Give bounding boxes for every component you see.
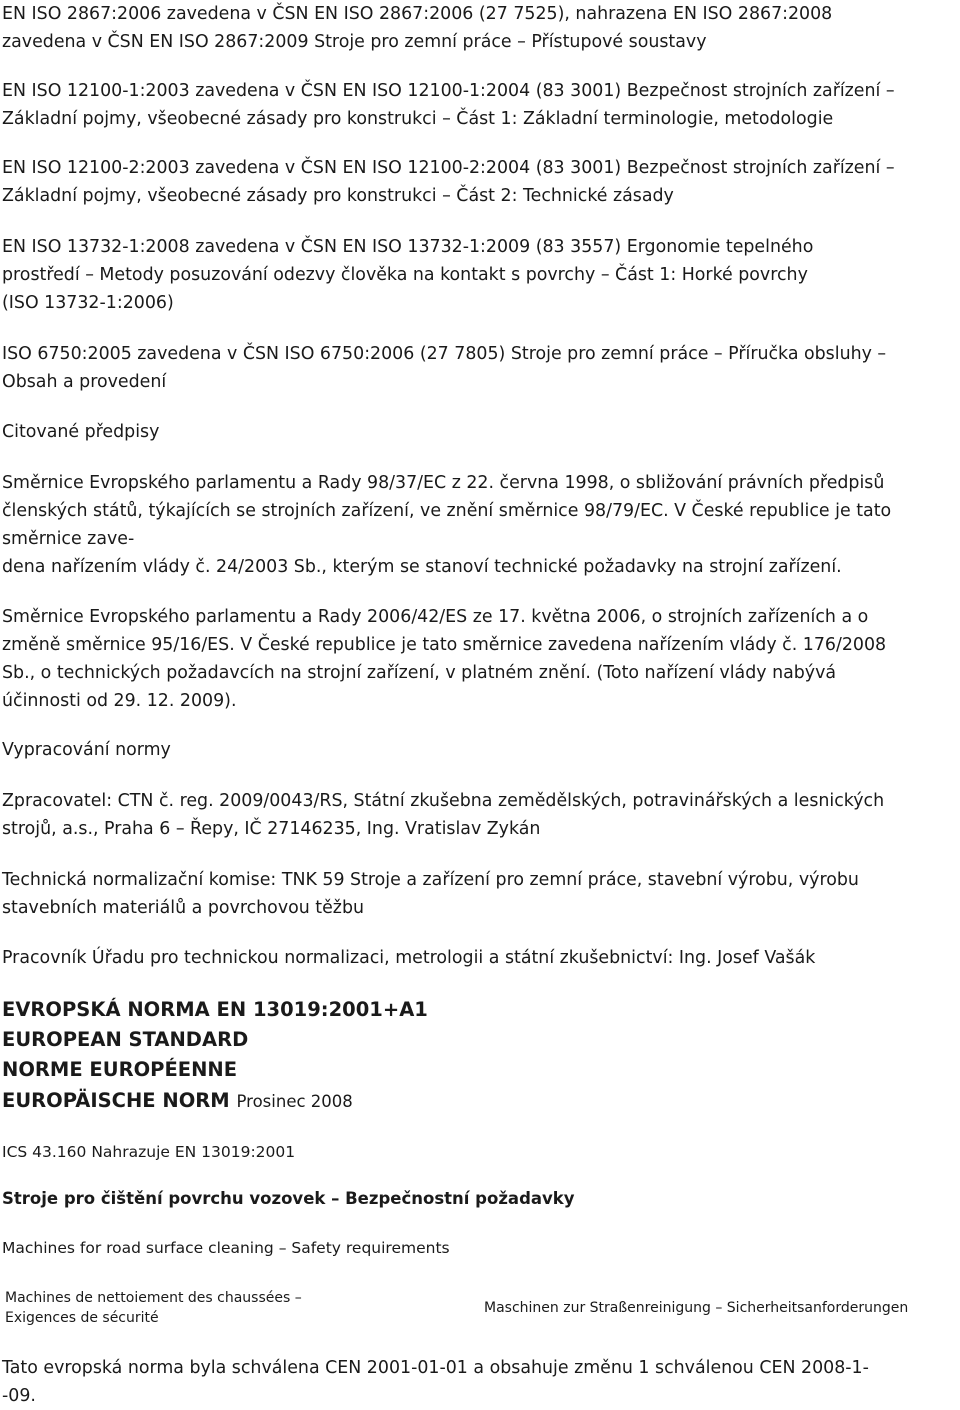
text-line: EN ISO 13732-1:2008 zavedena v ČSN EN ISO 13732-1:2009 (83 3557) Ergonomie tepelného [2,237,814,257]
text-line: strojů, a.s., Praha 6 – Řepy, IČ 27146235, Ing. Vratislav Zykán [2,819,541,839]
text-line: Základní pojmy, všeobecné zásady pro konstrukci – Část 1: Základní terminologie, metodologie [2,109,834,129]
title-english: Machines for road surface cleaning – Safety requirements [2,1239,450,1257]
text-line: (ISO 13732-1:2006) [2,293,174,313]
title-french-line-1: Machines de nettoiement des chaussées – [5,1290,302,1306]
paragraph-office-worker [2,944,957,972]
paragraph-directive-2006-42 [2,603,957,715]
text-line: Vypracování normy [2,740,171,760]
text-line: dena nařízením vlády č. 24/2003 Sb., kterým se stanoví technické požadavky na strojní zařízení. [2,557,842,577]
title-french-line-2: Exigences de sécurité [5,1310,159,1326]
text-line: účinnosti od 29. 12. 2009). [2,691,237,711]
text-line: Směrnice Evropského parlamentu a Rady 98/37/EC z 22. června 1998, o sbližování právních předpisů [2,473,885,493]
text-line: Základní pojmy, všeobecné zásady pro konstrukci – Část 2: Technické zásady [2,186,674,206]
standard-title-de-text: EUROPÄISCHE NORM [2,1089,230,1112]
text-line: stavebních materiálů a povrchovou těžbu [2,898,365,918]
paragraph-en-iso-2867 [2,0,957,56]
text-line: směrnice zave- [2,529,135,549]
standard-date: Prosinec 2008 [236,1092,353,1111]
text-line: EN ISO 2867:2006 zavedena v ČSN EN ISO 2867:2006 (27 7525), nahrazena EN ISO 2867:2008 [2,4,833,24]
paragraph-en-iso-12100-2 [2,154,957,210]
text-line: Zpracovatel: CTN č. reg. 2009/0043/RS, Státní zkušebna zemědělských, potravinářských a lesnických [2,791,885,811]
text-line: členských států, týkajících se strojních zařízení, ve znění směrnice 98/79/EC. V České republice je tato [2,501,892,521]
text-line: -09. [2,1386,36,1406]
text-line: Obsah a provedení [2,372,167,392]
text-line: ISO 6750:2005 zavedena v ČSN ISO 6750:2006 (27 7805) Stroje pro zemní práce – Příručka obsluhy – [2,344,887,364]
paragraph-en-iso-13732-1 [2,233,957,317]
text-line: EN ISO 12100-1:2003 zavedena v ČSN EN ISO 12100-1:2004 (83 3001) Bezpečnost strojních zařízení – [2,81,895,101]
standard-title-en: EUROPEAN STANDARD [2,1028,249,1051]
paragraph-en-iso-12100-1 [2,77,957,133]
standard-title-de [2,1086,353,1117]
title-german: Maschinen zur Straßenreinigung – Sicherheitsanforderungen [484,1300,909,1316]
paragraph-processor [2,787,957,843]
paragraph-iso-6750 [2,340,957,396]
text-line: Směrnice Evropského parlamentu a Rady 2006/42/ES ze 17. května 2006, o strojních zařízeních a o [2,607,869,627]
title-czech: Stroje pro čištění povrchu vozovek – Bezpečnostní požadavky [2,1189,575,1208]
text-line: Technická normalizační komise: TNK 59 Stroje a zařízení pro zemní práce, stavební výrobu, výrobu [2,870,859,890]
text-line: prostředí – Metody posuzování odezvy člověka na kontakt s povrchy – Část 1: Horké povrchy [2,265,808,285]
text-line: Tato evropská norma byla schválena CEN 2001-01-01 a obsahuje změnu 1 schválenou CEN 2008-1- [2,1358,869,1378]
ics-line: ICS 43.160 Nahrazuje EN 13019:2001 [2,1143,296,1161]
text-line: zavedena v ČSN EN ISO 2867:2009 Stroje pro zemní práce – Přístupové soustavy [2,32,707,52]
standard-title-fr: NORME EUROPÉENNE [2,1058,238,1081]
text-line: Citované předpisy [2,422,160,442]
paragraph-directive-98-37 [2,469,957,581]
text-line: změně směrnice 95/16/ES. V České republice je tato směrnice zavedena nařízením vlády č. 176/2008 [2,635,887,655]
text-line: EN ISO 12100-2:2003 zavedena v ČSN EN ISO 12100-2:2004 (83 3001) Bezpečnost strojních zařízení – [2,158,895,178]
section-heading-cited-regulations [2,418,957,446]
text-line: Sb., o technických požadavcích na strojní zařízení, v platném znění. (Toto nařízení vlády nabývá [2,663,837,683]
section-heading-preparation [2,736,957,764]
standard-title-cz: EVROPSKÁ NORMA EN 13019:2001+A1 [2,998,428,1021]
text-line: Pracovník Úřadu pro technickou normalizaci, metrologii a státní zkušebnictví: Ing. Josef Vašák [2,948,816,968]
paragraph-technical-committee [2,866,957,922]
